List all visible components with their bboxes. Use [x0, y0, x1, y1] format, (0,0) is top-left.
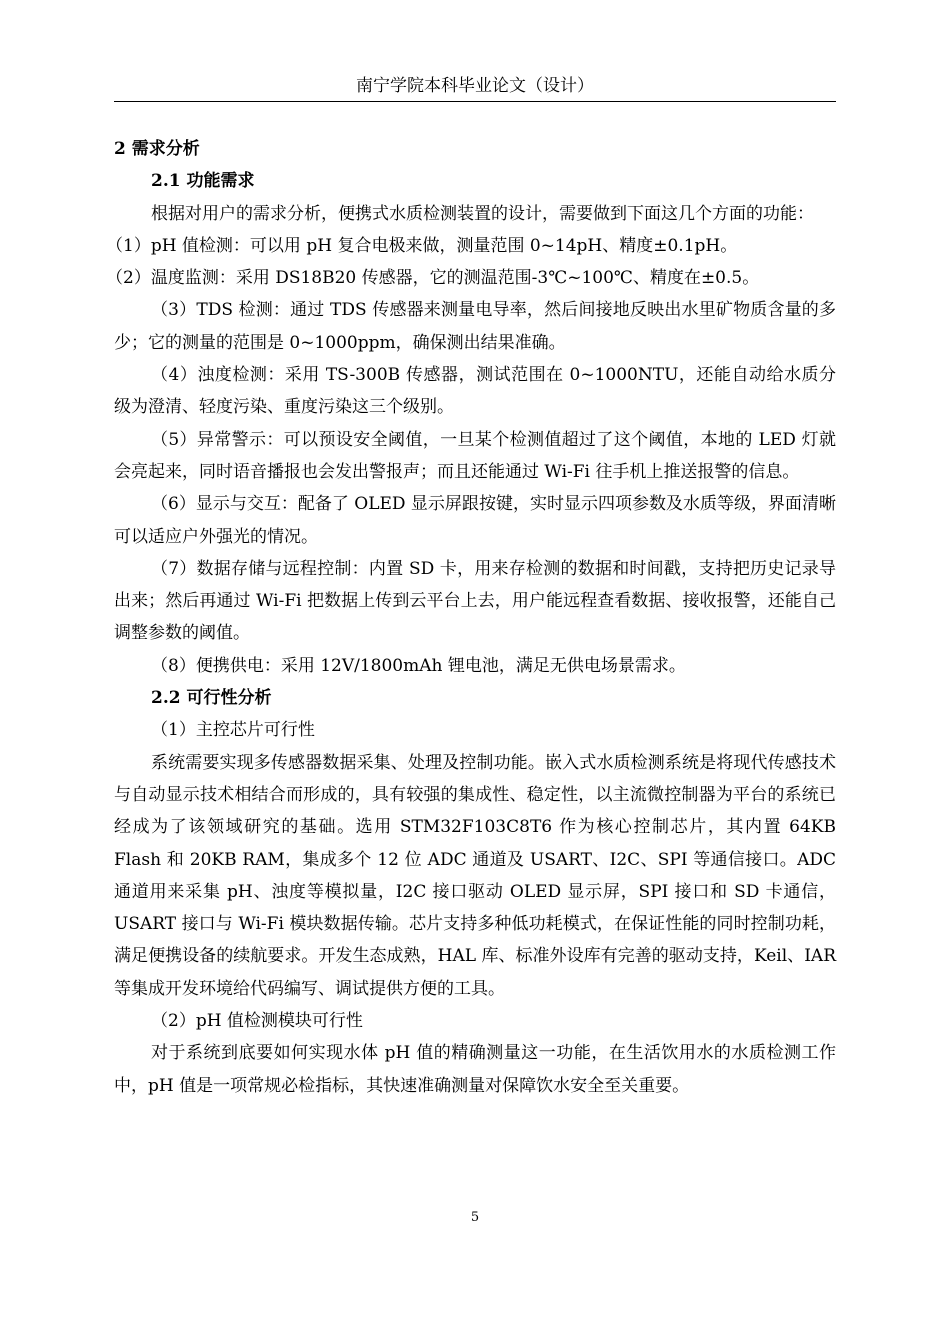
- page-number: 5: [470, 1210, 480, 1225]
- feasibility-part2-title: （2）pH 值检测模块可行性: [151, 1011, 363, 1032]
- page-header: 南宁学院本科毕业论文（设计）: [356, 76, 594, 96]
- header-rule: [114, 101, 836, 102]
- feasibility-part1-title: （1）主控芯片可行性: [151, 720, 315, 741]
- feasibility-part2-body: 对于系统到底要如何实现水体 pH 值的精确测量这一功能，在生活饮用水的水质检测工作中，pH 值是一项常规必检指标，其快速准确测量对保障饮水安全至关重要。: [114, 1043, 836, 1096]
- requirement-item-7: （7）数据存储与远程控制：内置 SD 卡，用来存检测的数据和时间戳，支持把历史记录导出来；然后再通过 Wi-Fi 把数据上传到云平台上去，用户能远程查看数据、接收报警，还能自己调整参数的阈值。: [114, 558, 836, 644]
- intro-paragraph: 根据对用户的需求分析，便携式水质检测装置的设计，需要做到下面这几个方面的功能：: [151, 203, 814, 224]
- feasibility-part1-body: 系统需要实现多传感器数据采集、处理及控制功能。嵌入式水质检测系统是将现代传感技术与自动显示技术相结合而形成的，具有较强的集成性、稳定性，以主流微控制器为平台的系统已经成为了该领域研究的基础。选用 STM32F103C8T6 作为核心控制芯片，其内置 64KB Flash 和 20KB RAM，集成多个 12 位 ADC 通道及 USART、I2C、SPI 等通信接口。ADC 通道用来采集 pH、浊度等模拟量，I2C 接口驱动 OLED 显示屏，SPI 接口和 SD 卡通信，USART 接口与 Wi-Fi 模块数据传输。芯片支持多种低功耗模式，在保证性能的同时控制功耗，满足便携设备的续航要求。开发生态成熟，HAL 库、标准外设库有完善的驱动支持，Keil、IAR 等集成开发环境给代码编写、调试提供方便的工具。: [114, 752, 836, 999]
- subsection-heading-feasibility: 2.2 可行性分析: [151, 688, 272, 709]
- requirement-item-4: （4）浊度检测：采用 TS-300B 传感器，测试范围在 0~1000NTU，还能自动给水质分级为澄清、轻度污染、重度污染这三个级别。: [114, 365, 836, 418]
- requirement-item-5: （5）异常警示：可以预设安全阈值，一旦某个检测值超过了这个阈值，本地的 LED 灯就会亮起来，同时语音播报也会发出警报声；而且还能通过 Wi-Fi 往手机上推送报警的信息。: [114, 429, 836, 482]
- subsection-heading-functional-requirements: 2.1 功能需求: [151, 171, 255, 192]
- requirement-item-6: （6）显示与交互：配备了 OLED 显示屏跟按键，实时显示四项参数及水质等级，界面清晰可以适应户外强光的情况。: [114, 494, 836, 547]
- requirement-item-8: （8）便携供电：采用 12V/1800mAh 锂电池，满足无供电场景需求。: [151, 655, 686, 676]
- page-body: [106, 133, 836, 1102]
- requirement-item-2: （2）温度监测：采用 DS18B20 传感器，它的测温范围-3℃~100℃、精度在±0.5。: [106, 268, 760, 289]
- requirement-item-1: （1）pH 值检测：可以用 pH 复合电极来做，测量范围 0~14pH、精度±0.1pH。: [106, 235, 738, 256]
- section-heading: 2 需求分析: [114, 139, 200, 159]
- requirement-item-3: （3）TDS 检测：通过 TDS 传感器来测量电导率，然后间接地反映出水里矿物质含量的多少；它的测量的范围是 0~1000ppm，确保测出结果准确。: [114, 300, 836, 353]
